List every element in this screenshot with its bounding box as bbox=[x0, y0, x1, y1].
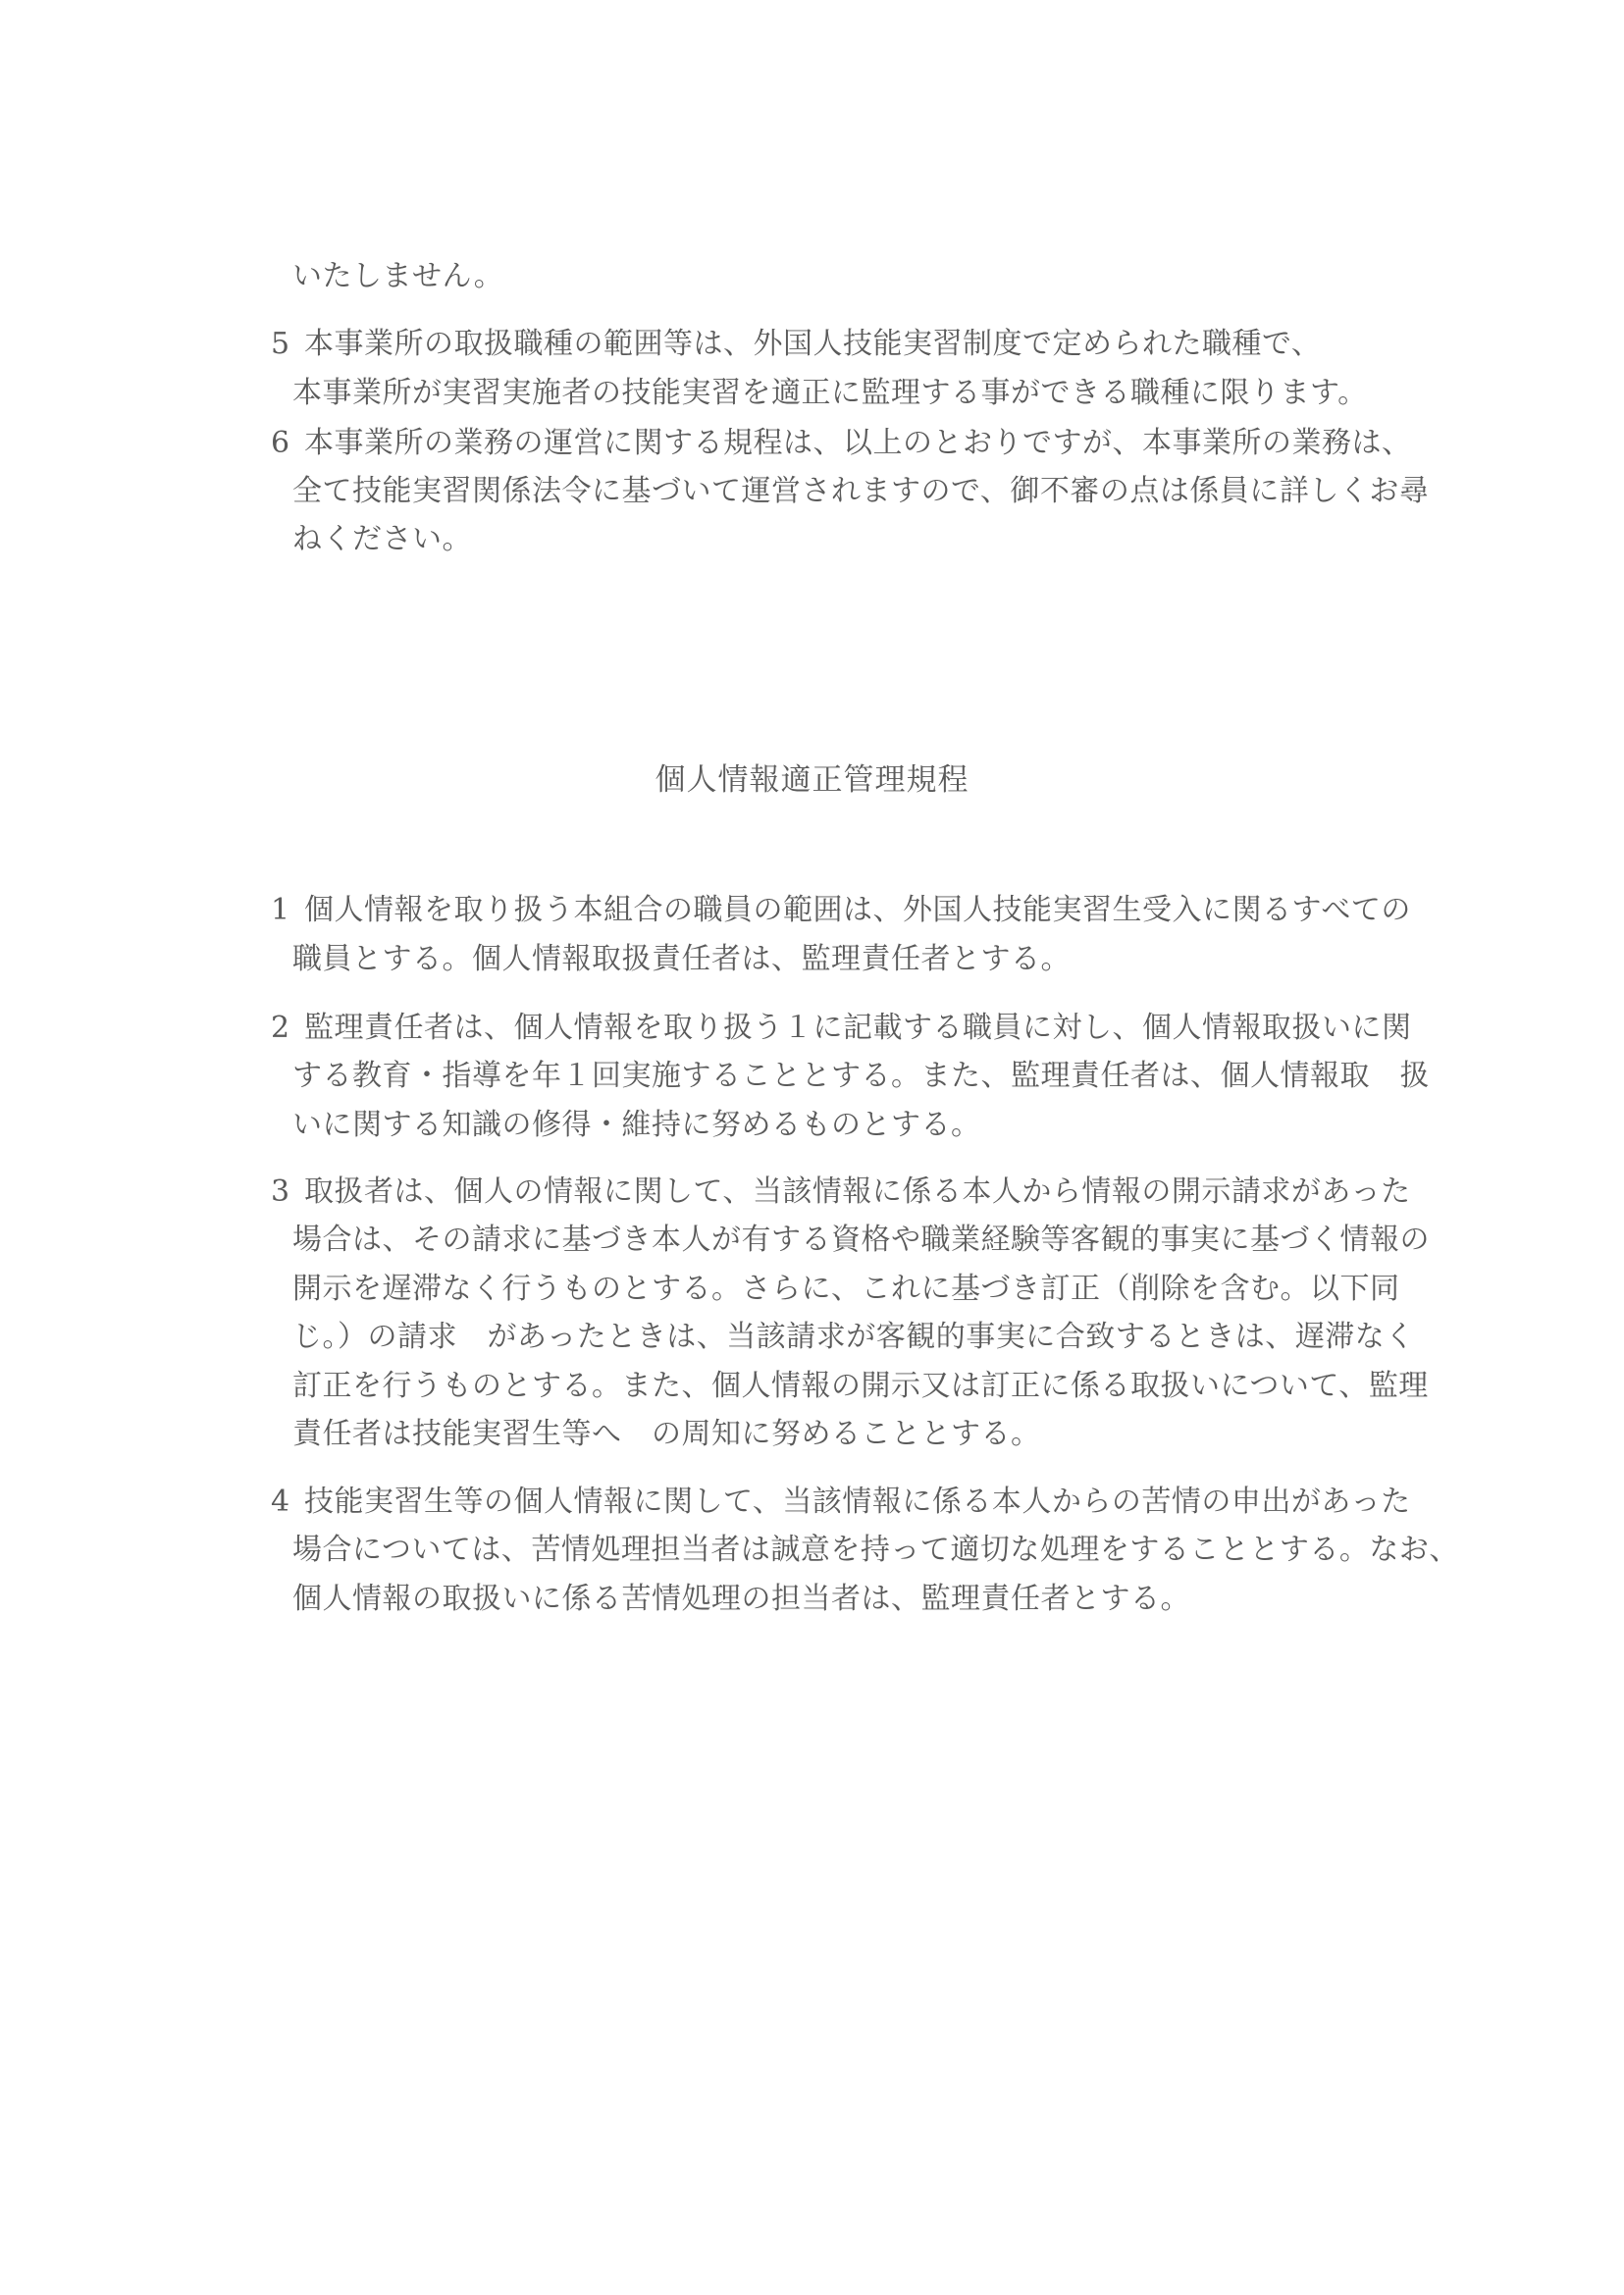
rule-2-line-3: いに関する知識の修得・維持に努めるものとする。 bbox=[292, 1108, 981, 1142]
rule-3-line-1: 取扱者は、個人の情報に関して、当該情報に係る本人から情報の開示請求があった bbox=[304, 1174, 1411, 1209]
item-number: 3 bbox=[271, 1174, 290, 1209]
rule-3-line-4: じ。）の請求 があったときは、当該請求が客観的事実に合致するときは、遅滞なく bbox=[292, 1320, 1415, 1354]
item-number: 2 bbox=[271, 1011, 290, 1045]
item-6-line-2: 全て技能実習関係法令に基づいて運営されますので、御不審の点は係員に詳しくお尋 bbox=[292, 474, 1430, 508]
item-number: 6 bbox=[271, 426, 290, 460]
rule-3-line-6: 責任者は技能実習生等へ の周知に努めることとする。 bbox=[292, 1417, 1041, 1451]
rule-4-line-1: 技能実習生等の個人情報に関して、当該情報に係る本人からの苦情の申出があった bbox=[304, 1485, 1411, 1519]
continuation-line: いたしません。 bbox=[292, 259, 504, 293]
item-6-line-3: ねください。 bbox=[292, 522, 472, 556]
rule-3-line-5: 訂正を行うものとする。また、個人情報の開示又は訂正に係る取扱いについて、監理 bbox=[292, 1369, 1429, 1403]
rule-2-line-1: 監理責任者は、個人情報を取り扱う１に記載する職員に対し、個人情報取扱いに関 bbox=[304, 1011, 1412, 1045]
rule-3-line-3: 開示を遅滞なく行うものとする。さらに、これに基づき訂正（削除を含む。以下同 bbox=[292, 1272, 1400, 1306]
rule-3-line-2: 場合は、その請求に基づき本人が有する資格や職業経験等客観的事実に基づく情報の bbox=[292, 1223, 1430, 1257]
item-5-line-1: 本事業所の取扱職種の範囲等は、外国人技能実習制度で定められた職種で、 bbox=[304, 327, 1322, 361]
item-5-line-2: 本事業所が実習実施者の技能実習を適正に監理する事ができる職種に限ります。 bbox=[292, 376, 1368, 410]
item-number: 1 bbox=[271, 893, 290, 927]
section-title: 個人情報適正管理規程 bbox=[655, 762, 969, 798]
rule-1-line-1: 個人情報を取り扱う本組合の職員の範囲は、外国人技能実習生受入に関るすべての bbox=[304, 893, 1411, 927]
item-6-line-1: 本事業所の業務の運営に関する規程は、以上のとおりですが、本事業所の業務は、 bbox=[304, 426, 1412, 460]
rule-1-line-2: 職員とする。個人情報取扱責任者は、監理責任者とする。 bbox=[292, 942, 1071, 976]
rule-2-line-2: する教育・指導を年１回実施することとする。また、監理責任者は、個人情報取 扱 bbox=[292, 1059, 1430, 1093]
rule-4-line-2: 場合については、苦情処理担当者は誠意を持って適切な処理をすることとする。なお、 bbox=[292, 1533, 1459, 1567]
item-number: 4 bbox=[271, 1485, 290, 1519]
rule-4-line-3: 個人情報の取扱いに係る苦情処理の担当者は、監理責任者とする。 bbox=[292, 1582, 1190, 1616]
item-number: 5 bbox=[271, 327, 290, 361]
